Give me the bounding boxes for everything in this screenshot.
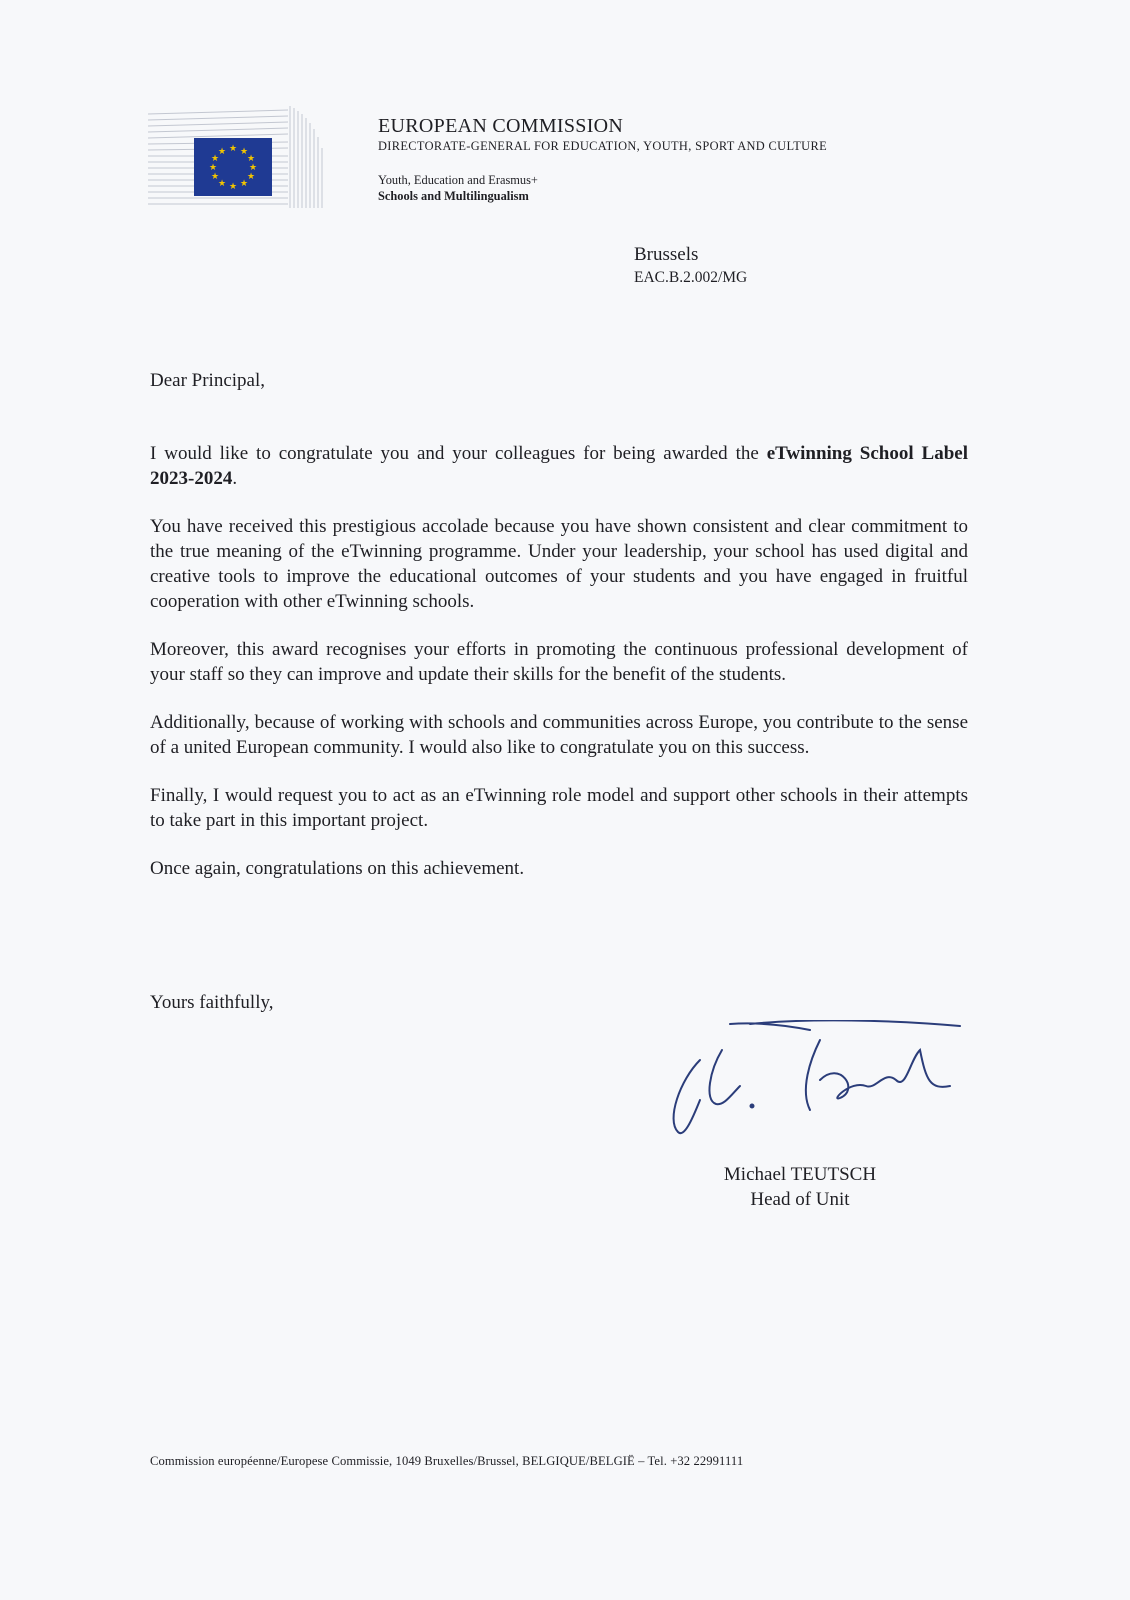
subunit-name: Schools and Multilingualism xyxy=(378,189,529,203)
handwritten-signature xyxy=(670,1020,980,1140)
signatory-title: Head of Unit xyxy=(750,1189,850,1210)
paragraph-accolade: You have received this prestigious accolade because you have shown consistent and clear commitment to the true meaning of the eTwinning programme. Under your leadership, your school has used digital and creative tools to improve the educational outcomes of your students and you have engaged in fruitful cooperation with other eTwinning schools. xyxy=(150,516,968,612)
directorate-general: DIRECTORATE-GENERAL FOR EDUCATION, YOUTH, SPORT AND CULTURE xyxy=(378,139,827,153)
organisation-name: EUROPEAN COMMISSION xyxy=(378,115,624,137)
paragraph-role-model: Finally, I would request you to act as an eTwinning role model and support other schools in their attempts to take part in this important project. xyxy=(150,785,968,831)
letterhead xyxy=(378,114,827,204)
svg-text:★: ★ xyxy=(217,179,227,189)
place-reference-block xyxy=(634,243,747,289)
eu-flag-icon xyxy=(148,104,324,210)
svg-text:★: ★ xyxy=(239,147,249,157)
paragraph-congratulations xyxy=(150,441,968,491)
svg-text:★: ★ xyxy=(239,179,249,189)
svg-text:★: ★ xyxy=(228,144,238,154)
paragraph-final-congratulations: Once again, congratulations on this achievement. xyxy=(150,858,525,879)
paragraph-professional-development: Moreover, this award recognises your efforts in promoting the continuous professional development of your staff so they can improve and update their skills for the benefit of the students. xyxy=(150,639,968,685)
svg-text:★: ★ xyxy=(248,163,258,173)
salutation: Dear Principal, xyxy=(150,370,266,391)
city: Brussels xyxy=(634,244,699,265)
signatory-name: Michael TEUTSCH xyxy=(723,1164,877,1185)
signatory-block xyxy=(700,1162,900,1212)
paragraph-end: . xyxy=(232,468,238,489)
paragraph-european-community: Additionally, because of working with schools and communities across Europe, you contribute to the sense of a united European community. I would also like to congratulate you on this success. xyxy=(150,712,968,758)
svg-text:★: ★ xyxy=(208,163,218,173)
paragraph-text: I would like to congratulate you and your colleagues for being awarded the xyxy=(150,443,759,464)
reference-number: EAC.B.2.002/MG xyxy=(634,269,748,286)
letter-body xyxy=(150,441,968,904)
award-name: eTwinning School Label 2023-2024 xyxy=(150,443,968,489)
closing: Yours faithfully, xyxy=(150,992,274,1013)
unit-name: Youth, Education and Erasmus+ xyxy=(378,173,538,187)
svg-text:★: ★ xyxy=(246,172,256,182)
svg-text:★: ★ xyxy=(217,147,227,157)
svg-text:★: ★ xyxy=(228,182,238,192)
footer-address: Commission européenne/Europese Commissie, 1049 Bruxelles/Brussel, BELGIQUE/BELGIË – Tel. +32 22991111 xyxy=(150,1454,744,1468)
svg-text:★: ★ xyxy=(210,172,220,182)
svg-text:★: ★ xyxy=(210,154,220,164)
svg-text:★: ★ xyxy=(246,154,256,164)
european-commission-logo xyxy=(148,104,324,210)
